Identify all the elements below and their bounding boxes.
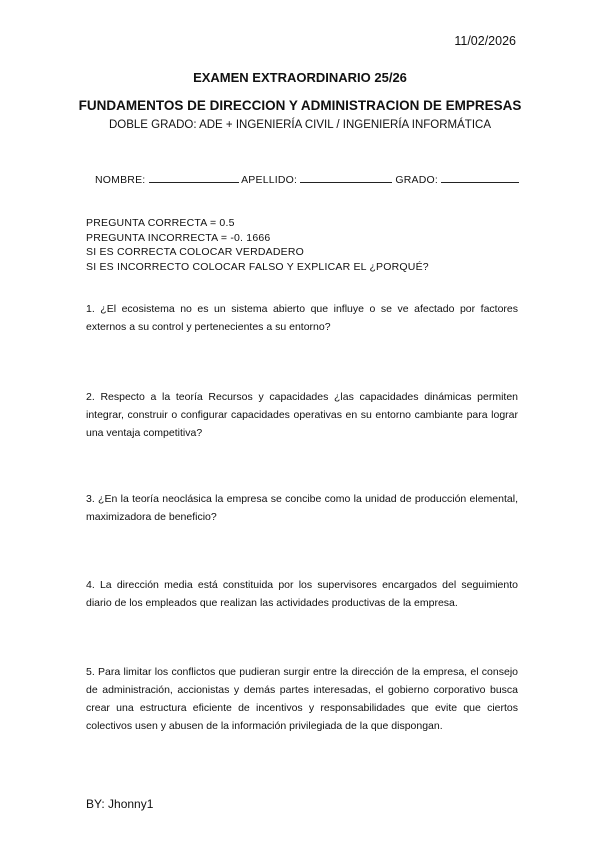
rule-incorrect: PREGUNTA INCORRECTA = -0. 1666 [86,231,271,244]
author-credit: BY: Jhonny1 [86,797,154,811]
apellido-blank [300,171,392,183]
course-title: FUNDAMENTOS DE DIRECCION Y ADMINISTRACION DE EMPRESAS [78,98,522,113]
exam-date: 11/02/2026 [454,34,516,48]
exam-title: EXAMEN EXTRAORDINARIO 25/26 [193,70,407,85]
question-3: 3. ¿En la teoría neoclásica la empresa se concibe como la unidad de producción elemental, maximizadora de beneficio? [86,493,518,523]
question-5: 5. Para limitar los conflictos que pudieran surgir entre la dirección de la empresa, el consejo de administración, accionistas y demás partes interesadas, el gobierno corporativo busca crear una estructura eficiente de incentivos y responsabilidades que evite que ciertos colectivos usen y abusen de la información privilegiada de la que dispongan. [86,666,518,732]
degree-line: DOBLE GRADO: ADE + INGENIERÍA CIVIL / INGENIERÍA INFORMÁTICA [108,119,492,131]
question-2: 2. Respecto a la teoría Recursos y capacidades ¿las capacidades dinámicas permiten integrar, construir o configurar capacidades operativas en su entorno cambiante para lograr una ventaja competitiva? [86,391,518,439]
apellido-label: APELLIDO: [241,174,298,186]
question-4: 4. La dirección media está constituida por los supervisores encargados del seguimiento diario de los empleados que realizan las actividades productivas de la empresa. [86,579,518,609]
grado-label: GRADO: [395,174,439,186]
nombre-label: NOMBRE: [95,174,146,186]
scoring-rules [86,216,429,274]
question-1: 1. ¿El ecosistema no es un sistema abierto que influye o se ve afectado por factores externos a su control y pertenecientes a su entorno? [86,303,518,333]
rule-true: SI ES CORRECTA COLOCAR VERDADERO [86,246,304,258]
rule-false: SI ES INCORRECTO COLOCAR FALSO Y EXPLICAR EL ¿PORQUÉ? [86,260,429,273]
rule-correct: PREGUNTA CORRECTA = 0.5 [86,217,235,229]
nombre-blank [149,171,239,183]
student-fields [95,171,519,186]
grado-blank [441,171,519,183]
